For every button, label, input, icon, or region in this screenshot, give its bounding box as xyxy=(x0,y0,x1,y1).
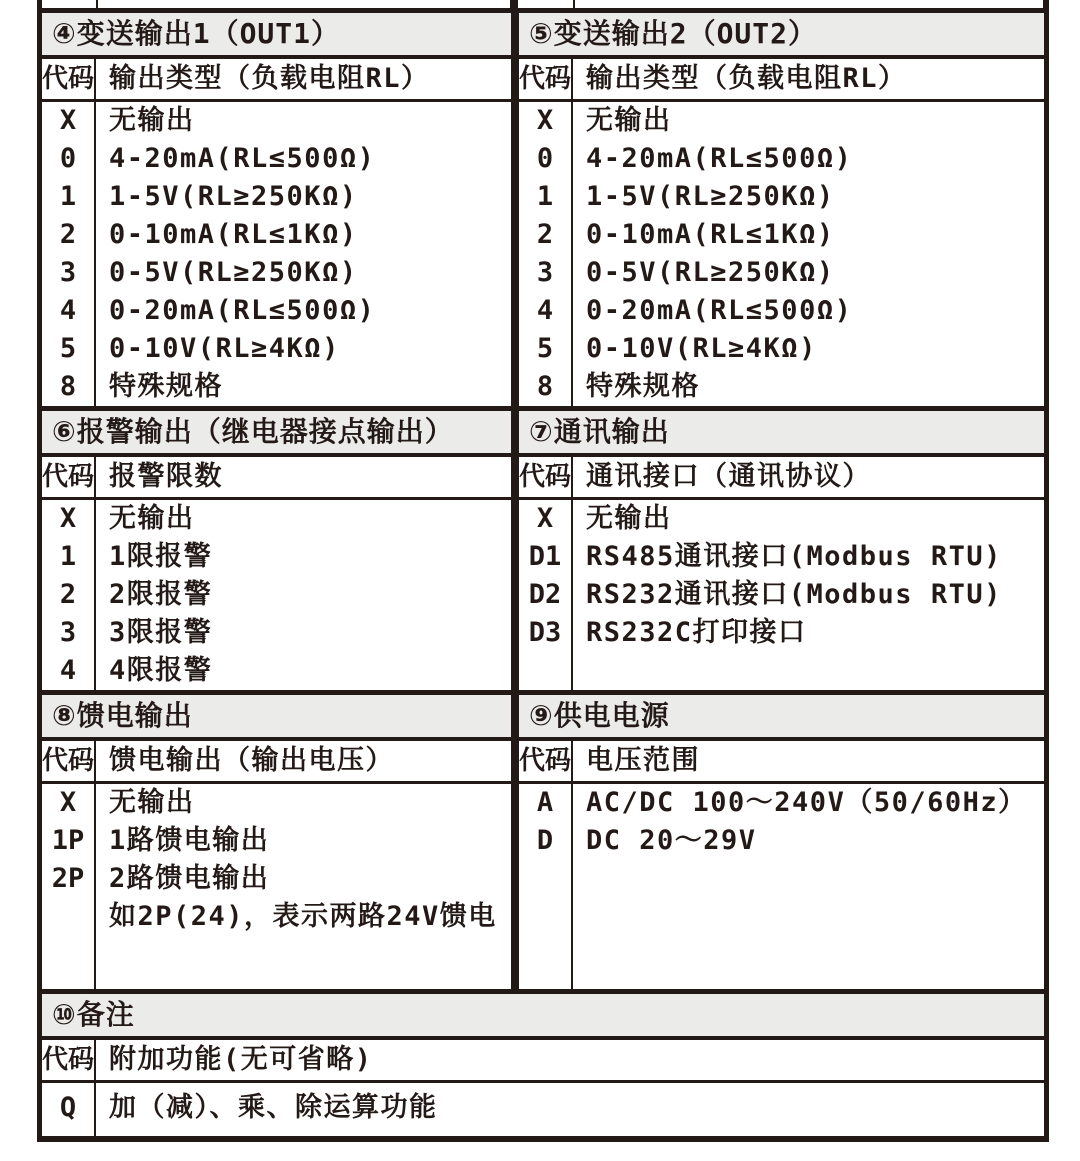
row-code: 0 xyxy=(536,143,554,174)
row-desc: RS485通讯接口(Modbus RTU) xyxy=(586,541,1002,572)
header-row xyxy=(519,741,1044,784)
desc-column-header: 电压范围 xyxy=(586,745,700,776)
row-code: X xyxy=(59,503,77,534)
desc-column xyxy=(96,1083,1044,1136)
grid-line-remnant xyxy=(37,0,42,8)
desc-column-header: 输出类型（负载电阻RL） xyxy=(109,63,430,94)
row-desc: DC 20～29V xyxy=(586,825,757,856)
desc-column-header: 附加功能(无可省略) xyxy=(109,1044,373,1075)
header-row xyxy=(42,1040,1044,1083)
row-code: 2 xyxy=(59,219,77,250)
header-row xyxy=(42,59,511,102)
desc-column xyxy=(96,500,511,690)
code-column xyxy=(519,784,573,989)
row-code: D1 xyxy=(528,541,562,572)
row-desc: 无输出 xyxy=(109,105,195,136)
row-desc: 0-5V(RL≥250KΩ) xyxy=(109,257,358,288)
row-code: 8 xyxy=(59,371,77,402)
row-code: X xyxy=(536,105,554,136)
row-code: 0 xyxy=(59,143,77,174)
row-code: 2 xyxy=(536,219,554,250)
code-column-header: 代码 xyxy=(42,1040,96,1080)
desc-column-header: 报警限数 xyxy=(109,461,223,492)
row-code: D3 xyxy=(528,617,562,648)
row-code: 5 xyxy=(59,333,77,364)
row-code: A xyxy=(536,787,554,818)
row-code: 8 xyxy=(536,371,554,402)
row-desc: AC/DC 100～240V（50/60Hz） xyxy=(586,787,1027,818)
code-column-header: 代码 xyxy=(42,457,96,497)
grid-line-remnant xyxy=(510,0,518,8)
table-body xyxy=(519,102,1044,406)
code-column xyxy=(519,500,573,690)
grid-line-remnant xyxy=(573,0,575,8)
code-column xyxy=(42,102,96,406)
row-desc: 4-20mA(RL≤500Ω) xyxy=(586,143,853,174)
row-desc: 2路馈电输出 xyxy=(109,863,270,894)
row-desc: 3限报警 xyxy=(109,617,213,648)
row-desc: RS232C打印接口 xyxy=(586,617,807,648)
section-title-comm: ⑦通讯输出 xyxy=(519,406,1044,457)
row-code: 1 xyxy=(536,181,554,212)
row-code: X xyxy=(59,105,77,136)
section-title-remark: ⑩备注 xyxy=(42,989,1044,1040)
desc-column xyxy=(96,784,511,989)
row-code: X xyxy=(536,503,554,534)
row-code: 1 xyxy=(59,541,77,572)
header-row xyxy=(519,59,1044,102)
section-feed-output xyxy=(37,690,515,989)
desc-column-header: 馈电输出（输出电压） xyxy=(109,745,394,776)
row-code: 3 xyxy=(536,257,554,288)
section-power-supply xyxy=(515,690,1049,989)
section-title-out2: ⑤变送输出2（OUT2） xyxy=(519,8,1044,59)
row-desc: 0-5V(RL≥250KΩ) xyxy=(586,257,835,288)
row-desc: 无输出 xyxy=(586,503,672,534)
row-desc: 4限报警 xyxy=(109,655,213,686)
row-desc: 1-5V(RL≥250KΩ) xyxy=(109,181,358,212)
section-out2 xyxy=(515,8,1049,406)
row-desc: 1限报警 xyxy=(109,541,213,572)
code-column-header: 代码 xyxy=(519,59,573,99)
row-code: 4 xyxy=(536,295,554,326)
section-row-feed-supply xyxy=(37,690,1049,989)
section-remark xyxy=(37,989,1049,1142)
section-comm-output xyxy=(515,406,1049,690)
table-body xyxy=(42,102,511,406)
desc-column xyxy=(573,500,1044,690)
row-code: D2 xyxy=(528,579,562,610)
row-desc: 无输出 xyxy=(109,503,195,534)
header-row xyxy=(42,741,511,784)
row-code: 1 xyxy=(59,181,77,212)
grid-line-remnant xyxy=(96,0,98,8)
code-column xyxy=(42,784,96,989)
desc-column-header: 通讯接口（通讯协议） xyxy=(586,461,871,492)
row-code: 3 xyxy=(59,617,77,648)
row-desc: 0-20mA(RL≤500Ω) xyxy=(109,295,376,326)
table-body xyxy=(42,1083,1044,1136)
section-alarm-output xyxy=(37,406,515,690)
table-body xyxy=(42,500,511,690)
code-column xyxy=(42,500,96,690)
code-column xyxy=(42,1083,96,1136)
row-desc: 0-10mA(RL≤1KΩ) xyxy=(586,219,835,250)
row-code: Q xyxy=(59,1092,77,1123)
code-column-header: 代码 xyxy=(42,741,96,781)
section-row-transmit-outputs xyxy=(37,8,1049,406)
desc-column-header: 输出类型（负载电阻RL） xyxy=(586,63,907,94)
row-code: 1P xyxy=(51,825,85,856)
row-desc: 特殊规格 xyxy=(109,371,223,402)
row-desc: 0-10V(RL≥4KΩ) xyxy=(109,333,340,364)
row-code: 2P xyxy=(51,863,85,894)
row-code: 4 xyxy=(59,655,77,686)
header-row xyxy=(42,457,511,500)
row-code: 3 xyxy=(59,257,77,288)
row-desc: 0-10V(RL≥4KΩ) xyxy=(586,333,817,364)
section-row-alarm-comm xyxy=(37,406,1049,690)
table-body xyxy=(519,784,1044,989)
row-desc: 2限报警 xyxy=(109,579,213,610)
row-code: 2 xyxy=(59,579,77,610)
row-desc: 1-5V(RL≥250KΩ) xyxy=(586,181,835,212)
grid-line-remnant xyxy=(1043,0,1049,8)
table-body xyxy=(519,500,1044,690)
row-desc: 无输出 xyxy=(109,787,195,818)
row-desc: 0-10mA(RL≤1KΩ) xyxy=(109,219,358,250)
code-column-header: 代码 xyxy=(519,457,573,497)
row-code: D xyxy=(536,825,554,856)
section-title-feed: ⑧馈电输出 xyxy=(42,690,511,741)
row-code: 5 xyxy=(536,333,554,364)
code-column-header: 代码 xyxy=(42,59,96,99)
row-desc: 4-20mA(RL≤500Ω) xyxy=(109,143,376,174)
row-desc: 1路馈电输出 xyxy=(109,825,270,856)
ordering-code-table xyxy=(37,0,1049,1142)
row-desc: 0-20mA(RL≤500Ω) xyxy=(586,295,853,326)
row-code: 4 xyxy=(59,295,77,326)
desc-column xyxy=(573,784,1044,989)
code-column-header: 代码 xyxy=(519,741,573,781)
desc-column xyxy=(96,102,511,406)
section-title-out1: ④变送输出1（OUT1） xyxy=(42,8,511,59)
row-code: X xyxy=(59,787,77,818)
row-desc: RS232通讯接口(Modbus RTU) xyxy=(586,579,1002,610)
row-desc: 加（减）、乘、除运算功能 xyxy=(109,1092,438,1123)
row-desc: 无输出 xyxy=(586,105,672,136)
previous-table-remnant xyxy=(37,0,1049,8)
section-title-supply: ⑨供电电源 xyxy=(519,690,1044,741)
desc-column xyxy=(573,102,1044,406)
row-code xyxy=(42,898,94,936)
row-desc: 如2P(24)，表示两路24V馈电 xyxy=(109,901,497,932)
section-out1 xyxy=(37,8,515,406)
row-desc: 特殊规格 xyxy=(586,371,700,402)
table-body xyxy=(42,784,511,989)
section-title-alarm: ⑥报警输出（继电器接点输出） xyxy=(42,406,511,457)
code-column xyxy=(519,102,573,406)
header-row xyxy=(519,457,1044,500)
